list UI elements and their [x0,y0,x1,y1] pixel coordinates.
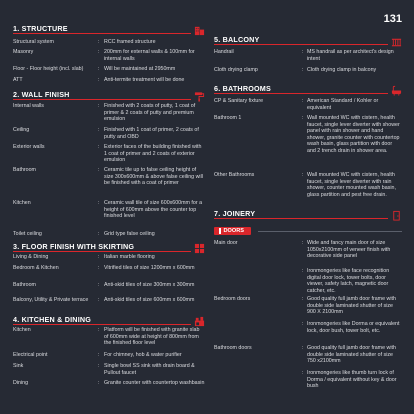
section-divider [214,93,388,94]
section-header-balcony [214,33,402,44]
door-icon [391,210,402,221]
section-divider [13,99,191,100]
section-divider [13,251,191,252]
section-title: 5. BALCONY [214,35,260,44]
bathtub-icon [391,85,402,96]
doors-divider [258,231,402,232]
section-title: 4. KITCHEN & DINING [13,315,92,324]
building-icon [194,25,205,36]
section-divider [214,44,388,45]
tiles-icon [194,243,205,254]
section-title: 7. JOINERY [214,209,256,218]
section-header-kitchen-dining [13,313,205,324]
page-number: 131 [383,13,402,25]
doors-subheading [214,227,251,235]
section-title: 3. FLOOR FINISH WITH SKIRTING [13,242,135,251]
section-header-joinery [214,207,402,218]
section-divider [214,218,388,219]
section-header-structure [13,22,205,33]
doors-label: DOORS [223,228,245,234]
kitchen-icon [194,316,205,327]
section-title: 1. STRUCTURE [13,24,68,33]
section-divider [13,33,191,34]
section-header-wall-finish [13,88,205,99]
section-title: 2. WALL FINISH [13,90,70,99]
section-divider [13,324,191,325]
paint-roller-icon [194,91,205,102]
balcony-icon [391,36,402,47]
section-header-bathrooms [214,82,402,93]
section-header-floor-finish [13,240,205,251]
door-marker-icon [219,228,221,234]
section-title: 6. BATHROOMS [214,84,271,93]
